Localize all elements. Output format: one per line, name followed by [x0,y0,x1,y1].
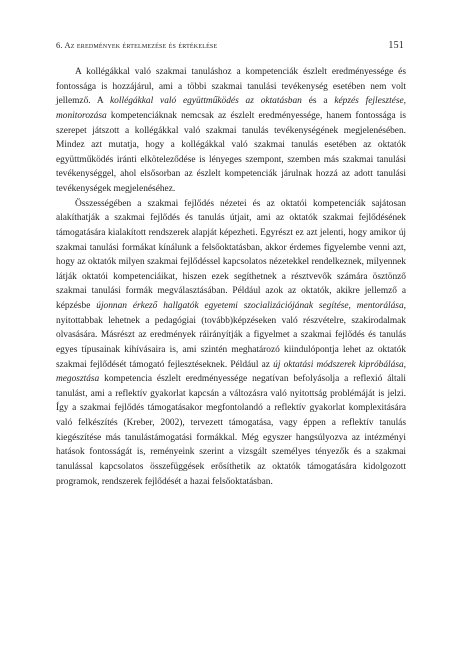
text-run: Összességében a szakmai fejlődés nézetei és az oktatói kompetenciák sajátosan alakíthatják a szakmai fejlődés és tanulás útjait, ami az oktatók szakmai fejlődésének támogatására kialakított rendszerek alapját képezheti. Egyrészt ez azt jelenti, hogy amikor új szakmai tanulási formákat kínálunk a felsőoktatásban, akkor érdemes figyelembe venni azt, hogy az oktatók milyen szakmai fejlődéssel kapcsolatos nézetekkel rendelkeznek, milyennek látják oktatói kompetenciáikat, hiszen ezek segíthetnek a résztvevők számára ösztönző szakmai tanulási formák megválasztásában. Például azok az oktatók, akikre jellemző a képzésbe [56,198,406,311]
text-run: A kollégákkal való szakmai tanuláshoz a kompetenciák észlelt eredményessége és fontossága is hozzájárul, ami a többi szakmai tanulási tevékenység esetében nem volt jellemző. A [56,67,406,107]
italic-term: új oktatási módszerek kipróbálása, megosztása [56,359,407,385]
italic-term: újonnan érkező hallgatók egyetemi szocializációjának segítése, mentorálása [96,301,404,311]
chapter-title: 6. Az eredmények értelmezése és értékelése [56,41,218,50]
paragraph-2 [56,197,406,490]
text-run: , nyitottabbak lehetnek a pedagógiai (tovább)képzéseken való részvételre, szakirodalmak olvasására. Másrészt az eredmények ráirányítják a figyelmet a szakmai fejlődés és tanulás egyes típusainak kihívásaira is, ami szintén meghatározó kiindulópontja lehet az oktatók szakmai fejlődését támogató fejlesztéseknek. Például az [56,301,406,370]
text-run: kompetencia észlelt eredményessége negatívan befolyásolja a reflexió általi tanulást, ami a reflektív gyakorlat kapcsán a változásra való nyitottság problémáját is jelzi. Így a szakmai fejlődés támogatásakor megfontolandó a reflektív gyakorlat komplexitására való felkészítés (Kreber, 2002), tervezett támogatása, vagy éppen a reflektív tanulás kiegészítése más tanulástámogatási formákkal. Még egyszer hangsúlyozva az intézményi hatások fontosságát is, reményeink szerint a vizsgált személyes tényezők és a szakmai tanulással kapcsolatos összefüggések erősíthetik az oktatók támogatására kidolgozott programok, rendszerek fejlődését a hazai felsőoktatásban. [56,374,406,487]
italic-term: képzés fejlesztése, monitorozása [56,96,406,121]
italic-term: kollégákkal való együttműködés az oktatásban [110,96,302,107]
text-run: és a [301,96,335,107]
paragraph-1 [56,65,406,197]
page-number: 151 [388,40,404,51]
text-run: kompetenciáknak nemcsak az észlelt eredményessége, hanem fontossága is szerepet játszott a kollégákkal való szakmai tanulás tevékenységének megjelenésében. Mindez azt mutatja, hogy a kollégákkal való szakmai tanulás esetében az oktatók együttműködés iránti elköteleződése is lényeges szempont, szemben más szakmai tanulási tevékenységgel, ahol elsősorban az észlelt kompetenciák járulnak hozzá az adott tanulási tevékenységek megjelenéséhez. [56,110,406,194]
running-header [56,40,404,51]
body-text [56,65,406,489]
